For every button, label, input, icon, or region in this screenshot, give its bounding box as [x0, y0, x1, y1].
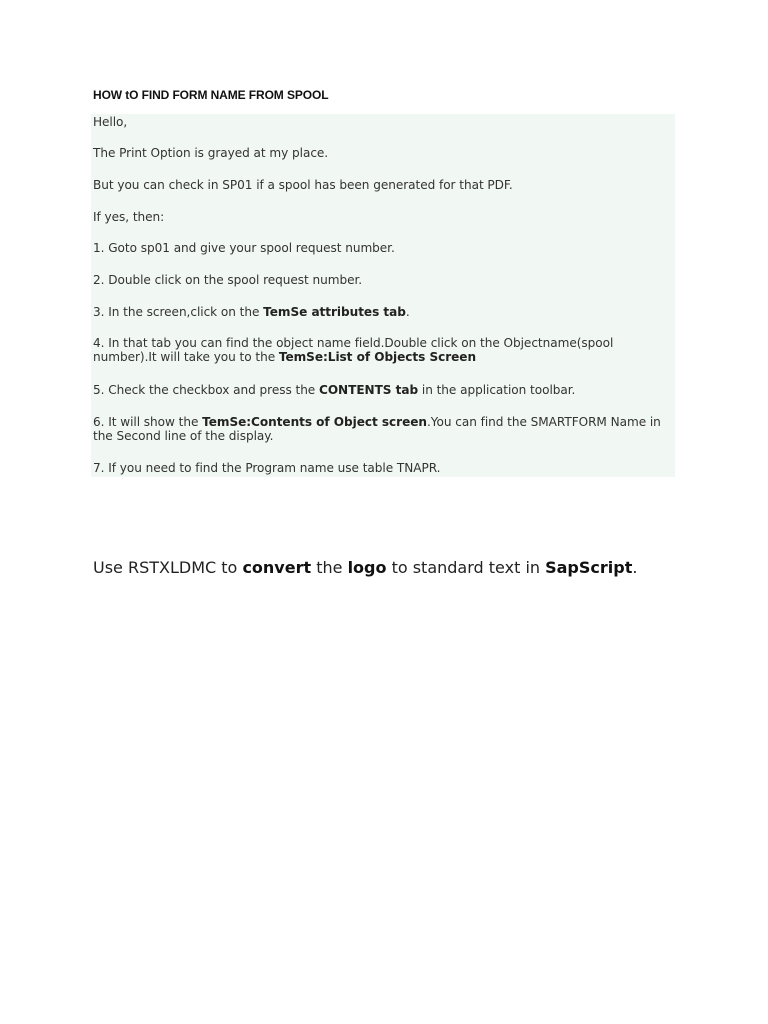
tip-text-3: to standard text in	[386, 558, 546, 577]
step-4-text: 4. In that tab you can find the object name field.Double click on the Objectname(spool number).It will take you to the	[93, 336, 614, 364]
step-6-end: .You can find the SMARTFORM Name in the Second line of the display.	[93, 415, 661, 443]
step-3	[93, 305, 671, 319]
tip-text-1: Use RSTXLDMC to	[93, 558, 243, 577]
paragraph-print-option: The Print Option is grayed at my place.	[93, 146, 329, 160]
tip-text-4: .	[632, 558, 638, 577]
step-5-bold: CONTENTS tab	[319, 383, 419, 397]
step-4	[93, 336, 671, 364]
greeting-text: Hello,	[93, 115, 128, 129]
step-6-text: 6. It will show the	[93, 415, 203, 429]
step-4-bold: TemSe:List of Objects Screen	[278, 350, 477, 364]
step-3-end: .	[405, 305, 410, 319]
tip-bold-convert: convert	[242, 558, 312, 577]
step-1: 1. Goto sp01 and give your spool request number.	[93, 241, 395, 255]
tip-text-2: the	[311, 558, 348, 577]
step-6	[93, 415, 671, 443]
step-5-text: 5. Check the checkbox and press the	[93, 383, 319, 397]
step-2: 2. Double click on the spool request number.	[93, 273, 363, 287]
paragraph-if-yes: If yes, then:	[93, 210, 165, 224]
tip-bold-sapscript: SapScript	[545, 558, 633, 577]
step-5	[93, 383, 671, 397]
step-3-bold: TemSe attributes tab	[263, 305, 406, 319]
paragraph-sp01-check: But you can check in SP01 if a spool has been generated for that PDF.	[93, 178, 513, 192]
step-6-bold: TemSe:Contents of Object screen	[202, 415, 427, 429]
document-title: HOW tO FIND FORM NAME FROM SPOOL	[93, 88, 329, 102]
answer-box	[91, 114, 675, 477]
tip-bold-logo: logo	[347, 558, 387, 577]
logo-conversion-tip	[93, 557, 637, 579]
step-3-text: 3. In the screen,click on the	[93, 305, 264, 319]
step-5-end: in the application toolbar.	[418, 383, 576, 397]
step-7: 7. If you need to find the Program name use table TNAPR.	[93, 461, 441, 475]
